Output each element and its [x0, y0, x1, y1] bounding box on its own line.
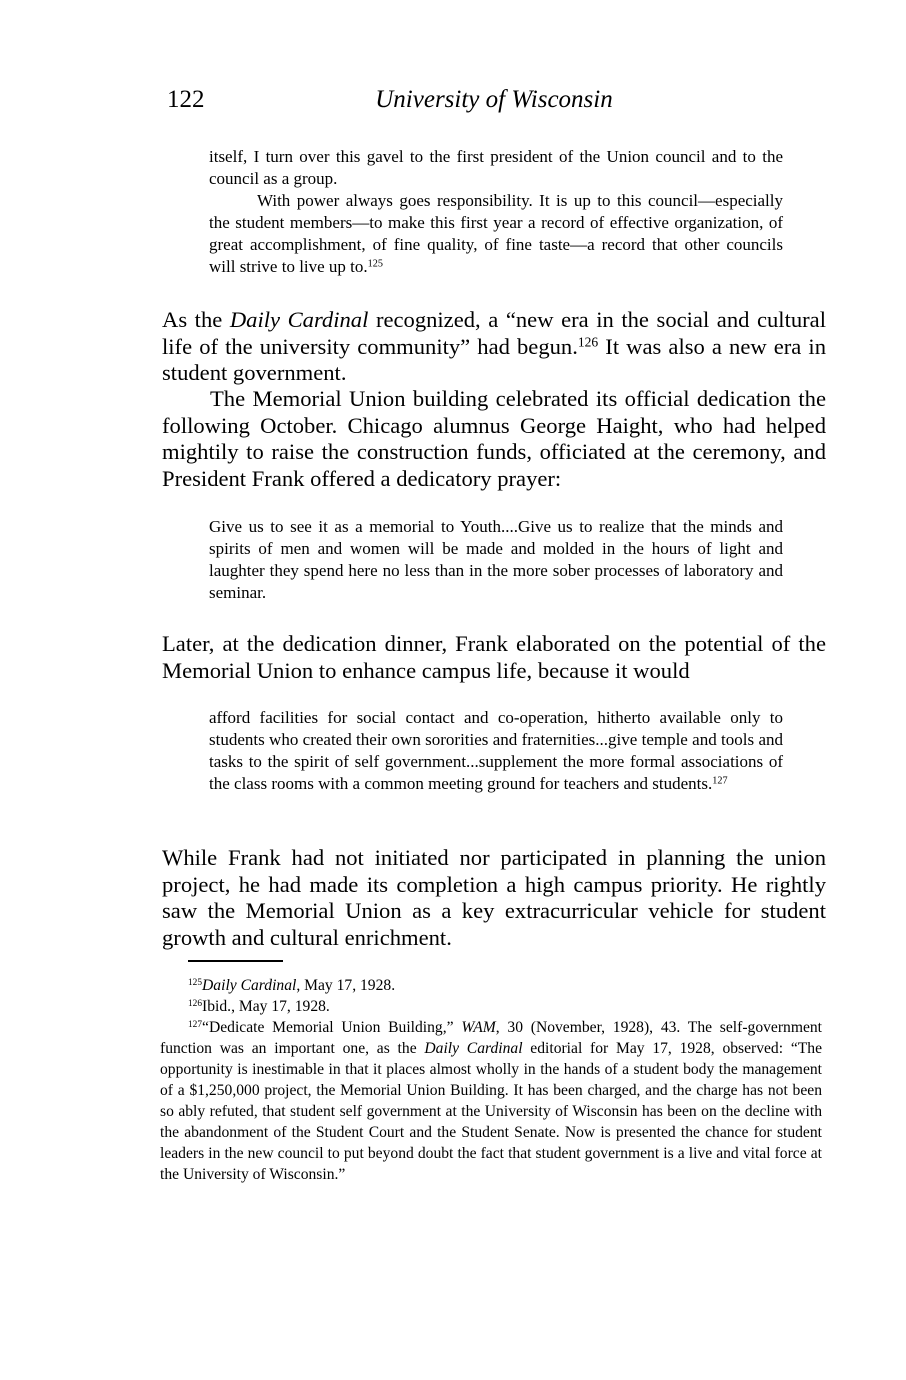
body-1-text-a: As the: [162, 307, 230, 332]
footnote-125: [160, 975, 822, 996]
body-paragraph-1-text: [162, 307, 826, 387]
footnote-125-text: , May 17, 1928.: [296, 977, 396, 994]
footnote-127-text-b: , 30 (November, 1928), 43. The self-government function was an important one, as the: [160, 1019, 822, 1057]
block-quote-3: [209, 707, 783, 795]
footnote-127-italic-b: Daily Cardinal: [424, 1040, 523, 1057]
quote-3-text: [209, 707, 783, 795]
body-1-text-c: It was also a new era in student government.: [162, 333, 826, 385]
footnote-ref-126: 126: [577, 334, 599, 350]
body-1-text-b: recognized, a “new era in the social and cultural life of the university community” had begun.: [162, 307, 826, 359]
footnote-ref-127: 127: [712, 775, 728, 787]
footnote-126-text: Ibid., May 17, 1928.: [202, 998, 330, 1015]
footnote-125-number: 125: [188, 977, 203, 988]
footnote-125-italic: Daily Cardinal: [202, 977, 297, 994]
footnote-127-number: 127: [188, 1019, 203, 1030]
footnote-127: [160, 1017, 822, 1185]
quote-3-body: afford facilities for social contact and co-operation, hitherto available only to students who created their own sororities and fraternities...give temple and tools and tasks to the spirit of self government...supplement the more formal associations of the class rooms with a common meeting ground for teachers and students.: [209, 708, 783, 793]
footnote-127-text-a: “Dedicate Memorial Union Building,”: [202, 1019, 462, 1036]
running-title: University of Wisconsin: [375, 86, 613, 113]
quote-1-paragraph-2: [209, 190, 783, 278]
footnote-126: [160, 996, 822, 1017]
quote-1-paragraph-1: itself, I turn over this gavel to the first president of the Union council and to the council as a group.: [209, 147, 783, 188]
footnotes: [160, 975, 822, 1185]
quote-2-text: Give us to see it as a memorial to Youth....Give us to realize that the minds and spirits of men and women will be made and molded in the hours of light and laughter they spend here no less than in the more sober processes of laboratory and seminar.: [209, 517, 783, 602]
page-header: [162, 86, 826, 120]
body-paragraph-4-text: While Frank had not initiated nor participated in planning the union project, he had made its completion a high campus priority. He rightly saw the Memorial Union as a key extracurricular vehicle for student growth and cultural enrichment.: [162, 845, 826, 950]
body-paragraph-3: [162, 631, 826, 684]
footnote-127-italic-a: WAM: [461, 1019, 496, 1036]
body-paragraph-2-text: The Memorial Union building celebrated its official dedication the following October. Chicago alumnus George Haight, who had helped mightily to raise the construction funds, officiated at the ceremony, and President Frank offered a dedicatory prayer:: [162, 386, 826, 491]
block-quote-1: [209, 146, 783, 278]
footnote-divider: [188, 960, 283, 962]
block-quote-2: [209, 516, 783, 604]
footnote-126-number: 126: [188, 998, 203, 1009]
body-paragraph-3-text: Later, at the dedication dinner, Frank elaborated on the potential of the Memorial Union to enhance campus life, because it would: [162, 631, 826, 683]
footnote-127-text-c: editorial for May 17, 1928, observed: “The opportunity is inestimable in that it places almost wholly in the hands of a student body the management of a $1,250,000 project, the Memorial Union Building. It has been charged, and the charge has not been so ably refuted, that student self government at the University of Wisconsin has been on the decline with the abandonment of the Student Court and the Student Senate. Now is presented the chance for student leaders in the new council to put beyond doubt the fact that student government is a live and vital force at the University of Wisconsin.”: [160, 1040, 822, 1183]
body-paragraph-1: [162, 307, 826, 387]
body-paragraph-4: [162, 845, 826, 951]
body-paragraph-2: [162, 386, 826, 492]
footnote-ref-125: 125: [367, 258, 383, 270]
body-1-italic-title: Daily Cardinal: [229, 307, 369, 332]
page-number: 122: [167, 86, 205, 113]
quote-1-paragraph-2-text: With power always goes responsibility. It is up to this council—especially the student members—to make this first year a record of effective organization, of great accomplishment, of fine quality, of fine taste—a record that other councils will strive to live up to.: [209, 191, 783, 276]
